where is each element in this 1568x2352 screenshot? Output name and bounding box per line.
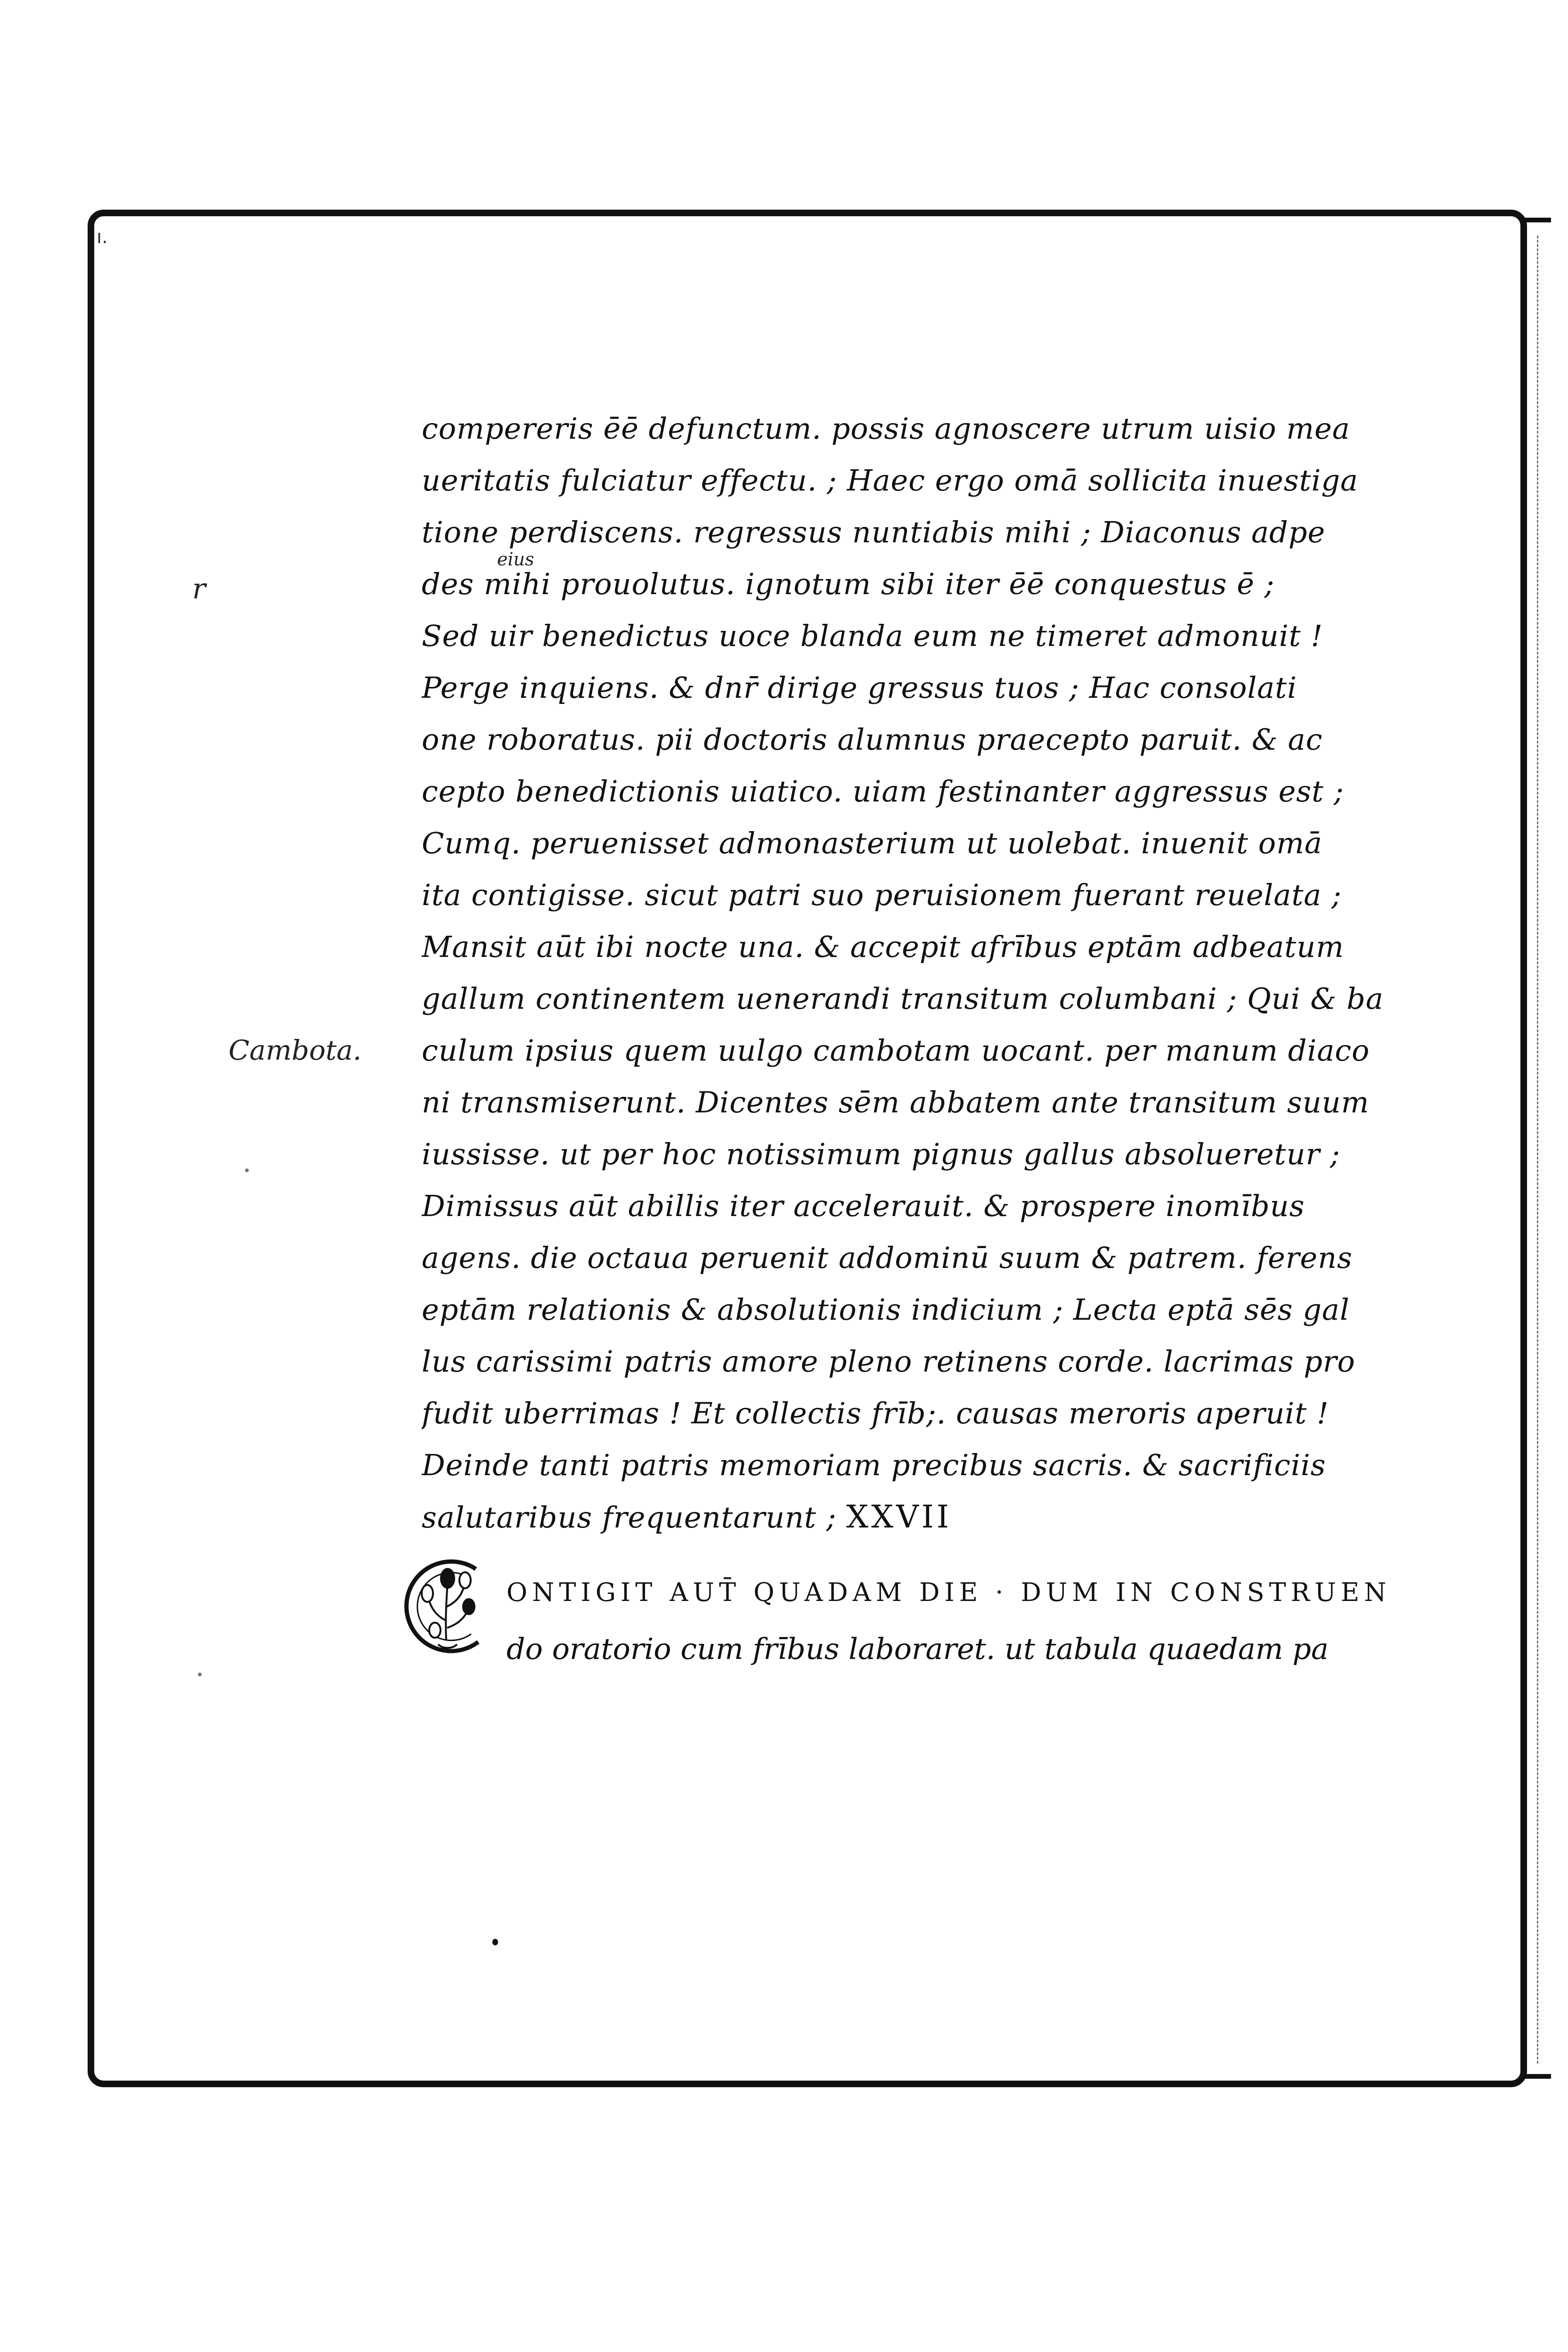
text-line: lus carissimi patris amore pleno retinens corde. lacrimas pro: [422, 1344, 1356, 1379]
incipit-capitals: ONTIGIT AUT̄ QUADAM DIE · DUM IN CONSTRUEN: [506, 1577, 1391, 1607]
text-line: ita contigisse. sicut patri suo peruisionem fuerant reuelata ;: [422, 878, 1342, 912]
text-line: Deinde tanti patris memoriam precibus sacris. & sacrificiis: [422, 1448, 1326, 1482]
binding-fold-line: [1537, 236, 1538, 2064]
corner-mark: ı.: [97, 226, 108, 248]
page-speck: [198, 1673, 202, 1676]
text-line: iussisse. ut per hoc notissimum pignus gallus absolueretur ;: [422, 1137, 1340, 1171]
decorated-initial-c: [393, 1550, 502, 1658]
text-line: des mihi prouolutus. ignotum sibi iter ēē conquestus ē ;: [422, 567, 1275, 601]
text-line: Sed uir benedictus uoce blanda eum ne timeret admonuit !: [422, 619, 1323, 653]
interlinear-gloss: eius: [497, 549, 534, 570]
text-line: culum ipsius quem uulgo cambotam uocant. per manum diaco: [422, 1033, 1370, 1068]
chapter-number: XXVII: [846, 1499, 952, 1535]
text-line: Cumq. peruenisset admonasterium ut uolebat. inuenit omā: [422, 826, 1323, 860]
text-line: ueritatis fulciatur effectu. ; Haec ergo omā sollicita inuestiga: [422, 463, 1358, 498]
text-line: compereris ēē defunctum. possis agnoscere utrum uisio mea: [422, 411, 1350, 446]
text-line-text: salutaribus frequentarunt ;: [422, 1500, 837, 1535]
page-speck: [492, 1939, 498, 1945]
text-line: fudit uberrimas ! Et collectis frīb;. causas meroris aperuit !: [422, 1396, 1329, 1430]
text-line: eptām relationis & absolutionis indicium ; Lecta eptā sēs gal: [422, 1292, 1350, 1327]
text-line: agens. die octaua peruenit addominū suum & patrem. ferens: [422, 1241, 1353, 1275]
text-line: tione perdiscens. regressus nuntiabis mihi ; Diaconus adpe: [422, 515, 1325, 549]
main-text-block: [422, 403, 1449, 1543]
margin-note-cambota: Cambota.: [229, 1034, 362, 1066]
text-line: gallum continentem uenerandi transitum columbani ; Qui & ba: [422, 981, 1384, 1016]
text-line: Perge inquiens. & dnr̄ dirige gressus tuos ; Hac consolati: [422, 670, 1297, 705]
text-line: cepto benedictionis uiatico. uiam festinanter aggressus est ;: [422, 774, 1344, 808]
text-line: one roboratus. pii doctoris alumnus praecepto paruit. & ac: [422, 722, 1323, 757]
text-line: Dimissus aūt abillis iter accelerauit. & prospere inomībus: [422, 1189, 1305, 1223]
text-line: Mansit aūt ibi nocte una. & accepit afrībus eptām adbeatum: [422, 930, 1344, 964]
text-line: ni transmiserunt. Dicentes sēm abbatem ante transitum suum: [422, 1085, 1370, 1119]
margin-note-r: r: [192, 572, 206, 605]
chapter-incipit: [506, 1564, 1458, 1677]
text-line-final: [422, 1491, 1449, 1543]
incipit-continuation: do oratorio cum frībus laboraret. ut tabula quaedam pa: [506, 1632, 1329, 1666]
page-speck: [245, 1168, 249, 1172]
